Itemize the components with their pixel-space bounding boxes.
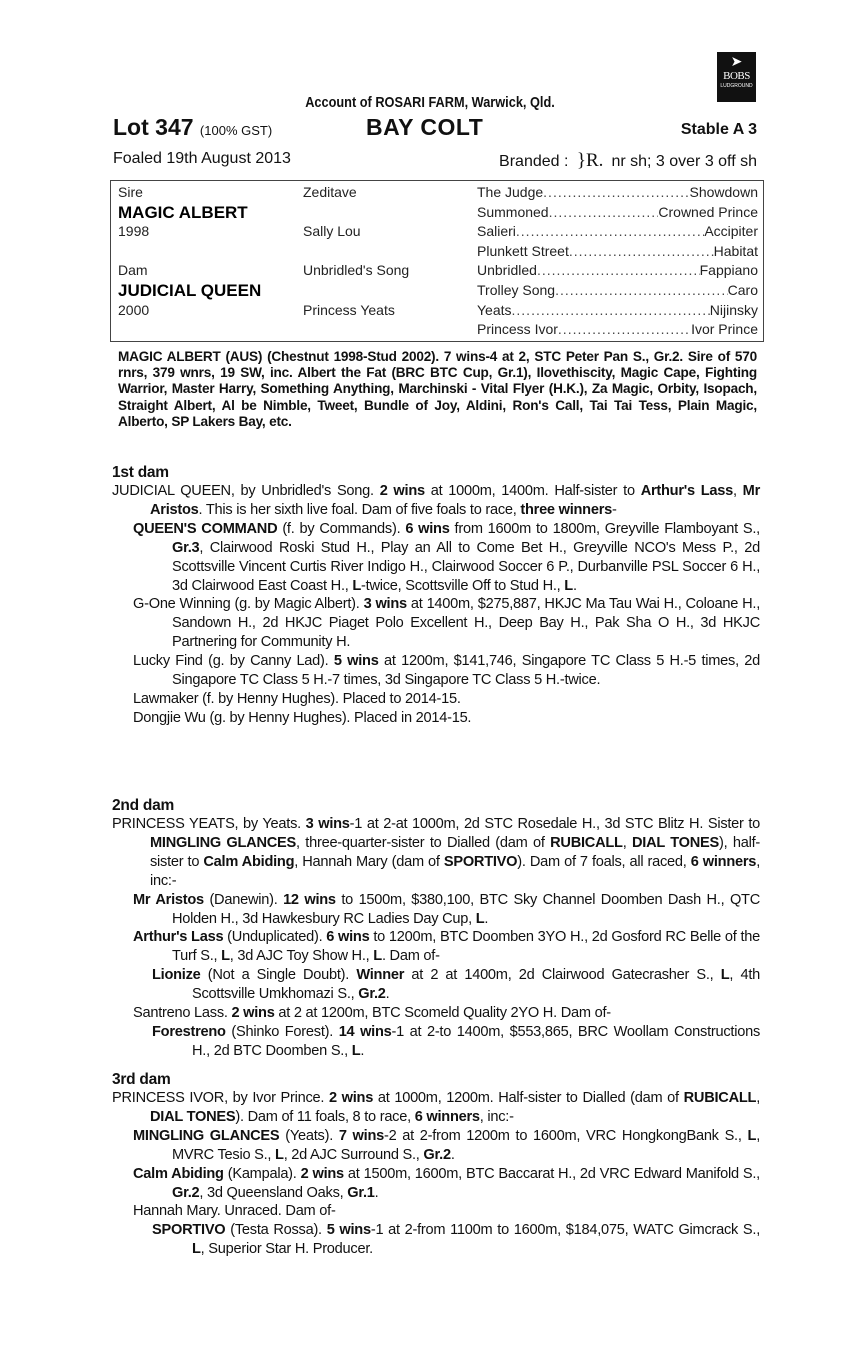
highlight-text: RUBICALL — [683, 1090, 757, 1106]
highlight-text: DIAL TONES — [150, 1108, 236, 1125]
produce-record — [112, 1004, 760, 1023]
highlight-text: 3 wins — [363, 596, 407, 613]
record-text: (Yeats). — [279, 1127, 339, 1144]
leader-dots — [558, 320, 691, 340]
highlight-text: Forestreno — [152, 1023, 226, 1040]
produce-record — [112, 652, 760, 690]
dam-section — [112, 463, 760, 728]
dam-year: 2000 — [118, 301, 150, 318]
section-heading: 3rd dam — [112, 1071, 171, 1088]
dam-label: Dam — [118, 262, 148, 279]
record-text: Lawmaker (f. by Henny Hughes). Placed to 2014-15. — [133, 690, 461, 707]
lot-number — [113, 114, 272, 141]
highlight-text: Mr Aristos — [150, 483, 761, 518]
sire-summary: MAGIC ALBERT (AUS) (Chestnut 1998-Stud 2002). 7 wins-4 at 2, STC Peter Pan S., Gr.2. Sire of 570 rnrs, 379 wnrs, 19 SW, inc. Albert the Fat (BRC BTC Cup, Gr.1), Ilovethiscity, Magic Cape, Fighting Warrior, Master Harry, Something Anything, Marchinski - Vital Flyer (H.K.), Za Magic, Orbity, Isopach, Straight Albert, Al be Nimble, Tweet, Bundle of Joy, Aldini, Ron's Call, Tai Tai Tess, Plain Magic, Alberto, SP Lakers Bay, etc. — [118, 349, 757, 429]
ancestor-sire: Accipiter — [704, 223, 758, 240]
ancestor-sire: Showdown — [689, 184, 758, 200]
highlight-text: L — [747, 1127, 757, 1144]
record-text: PRINCESS YEATS, by Yeats. — [112, 816, 306, 832]
record-text: at 1200m, $141,746, Singapore TC Class 5 H.-5 times, 2d Singapore TC Class 5 H.-7 times, 3d Singapore TC Class 5 H.-twice. — [172, 653, 761, 689]
dam-name: JUDICIAL QUEEN — [118, 280, 262, 300]
highlight-text: Arthur's Lass — [133, 929, 224, 946]
highlight-text: Gr.3 — [172, 539, 200, 556]
record-text: at 2 at 1200m, BTC Scomeld Quality 2YO H. Dam of- — [274, 1005, 611, 1022]
record-text: at 1000m, 1200m. Half-sister to Dialled (dam of — [373, 1090, 684, 1106]
highlight-text: 6 wins — [405, 520, 450, 537]
ancestor-sire: Fappiano — [699, 262, 758, 279]
ancestor-row — [477, 242, 758, 262]
record-text: JUDICIAL QUEEN, by Unbridled's Song. — [112, 483, 380, 499]
record-text: Dongjie Wu (g. by Henny Hughes). Placed in 2014-15. — [133, 709, 472, 726]
produce-record — [112, 690, 760, 709]
record-text: -1 at 2-from 1100m to 1600m, $184,075, WATC Gimcrack S., — [370, 1222, 761, 1239]
highlight-text: 2 wins — [328, 1090, 374, 1106]
produce-record — [112, 1202, 760, 1221]
record-text: Lucky Find (g. by Canny Lad). — [133, 653, 334, 670]
record-text: . — [360, 1042, 365, 1059]
record-text: . This is her sixth live foal. Dam of five foals to race, — [198, 501, 521, 518]
ancestor-name: Salieri — [477, 223, 516, 240]
record-text: , Superior Star H. Producer. — [200, 1241, 373, 1258]
brand-detail: nr sh; 3 over 3 off sh — [611, 153, 757, 170]
produce-record — [112, 1127, 760, 1165]
produce-record — [112, 891, 760, 929]
record-text: G-One Winning (g. by Magic Albert). — [133, 596, 364, 613]
branded-label: Branded : — [499, 153, 569, 170]
produce-record — [112, 1165, 760, 1203]
record-text: PRINCESS IVOR, by Ivor Prince. — [112, 1090, 329, 1106]
record-text: , inc:- — [150, 853, 760, 889]
record-text: . — [374, 1184, 379, 1201]
leader-dots — [555, 281, 728, 301]
record-text: . Dam of- — [381, 948, 440, 965]
highlight-text: 6 winners — [414, 1108, 480, 1125]
record-text: -1 at 2-to 1400m, $553,865, BRC Woollam Constructions H., 2d BTC Doomben S., — [192, 1023, 760, 1059]
produce-record — [112, 815, 760, 891]
highlight-text: Gr.2 — [172, 1184, 200, 1201]
ancestor-name: Trolley Song — [477, 281, 556, 298]
highlight-text: 2 wins — [379, 483, 425, 499]
ancestor-sire: Habitat — [713, 242, 758, 259]
record-text: (Not a Single Doubt). — [200, 967, 357, 984]
record-text: , Clairwood Roski Stud H., Play an All to Come Bet H., Greyville NCO's Mess P., 2d Scottsville Vincent Curtis River Indigo H., Clairwood Soccer 6 P., Durbanville PSL Soccer 6 H., 3d Clairwood East Coast H., — [172, 539, 760, 594]
grandparent: Sally Lou — [303, 223, 361, 240]
record-text: Hannah Mary. Unraced. Dam of- — [133, 1203, 336, 1220]
highlight-text: Gr.1 — [347, 1184, 375, 1201]
record-text: , inc:- — [479, 1108, 514, 1125]
record-text: , — [622, 834, 632, 851]
highlight-text: 5 wins — [326, 1222, 371, 1239]
highlight-text: Mr Aristos — [133, 891, 204, 908]
leader-dots — [569, 242, 714, 262]
highlight-text: 5 wins — [333, 653, 379, 670]
gst-note: (100% GST) — [199, 123, 273, 138]
dam-section — [112, 1070, 760, 1259]
ancestor-row — [477, 261, 758, 281]
highlight-text: Calm Abiding — [133, 1165, 224, 1182]
foaled-date: Foaled 19th August 2013 — [113, 150, 291, 167]
produce-record — [112, 928, 760, 966]
highlight-text: SPORTIVO — [152, 1222, 226, 1239]
record-text: ). Dam of 11 foals, 8 to race, — [235, 1108, 415, 1125]
highlight-text: RUBICALL — [550, 834, 623, 851]
record-text: , 3d Queensland Oaks, — [199, 1184, 348, 1201]
highlight-text: Winner — [356, 967, 405, 984]
pedigree-grandparents — [303, 183, 409, 320]
record-text: , three-quarter-sister to Dialled (dam of — [296, 834, 551, 851]
dam-section — [112, 796, 760, 1061]
highlight-text: L — [475, 910, 485, 927]
pedigree-parents — [118, 183, 261, 320]
record-text: (Testa Rossa). — [225, 1222, 327, 1239]
highlight-text: 14 wins — [338, 1023, 392, 1040]
ancestor-sire: Ivor Prince — [691, 321, 758, 338]
record-text: ), half-sister to — [150, 834, 760, 870]
highlight-text: L — [352, 577, 362, 594]
sire-year: 1998 — [118, 223, 150, 240]
produce-record — [112, 520, 760, 596]
highlight-text: L — [564, 577, 573, 594]
brand-mark: }R. — [576, 150, 604, 171]
record-text: at 1500m, 1600m, BTC Baccarat H., 2d VRC Edward Manifold S., — [343, 1165, 760, 1182]
section-heading: 2nd dam — [112, 797, 174, 814]
record-text: ). Dam of 7 foals, all raced, — [517, 853, 691, 870]
record-text: , — [756, 1090, 761, 1106]
highlight-text: L — [720, 967, 730, 984]
horse-bird-icon: ➤ — [730, 53, 743, 69]
record-text: -2 at 2-from 1200m to 1600m, VRC HongkongBank S., — [383, 1127, 748, 1144]
horse-title: BAY COLT — [366, 114, 484, 140]
highlight-text: 2 wins — [300, 1165, 344, 1182]
highlight-text: L — [373, 948, 382, 965]
highlight-text: MINGLING GLANCES — [133, 1127, 280, 1144]
record-text: (Danewin). — [203, 891, 284, 908]
produce-record — [112, 709, 760, 728]
ancestor-name: Unbridled — [477, 262, 537, 279]
record-text: (Shinko Forest). — [225, 1023, 339, 1040]
highlight-text: DIAL TONES — [631, 834, 719, 851]
record-text: , MVRC Tesio S., — [172, 1127, 760, 1163]
record-text: , 4th Scottsville Umkhomazi S., — [192, 967, 760, 1003]
highlight-text: 3 wins — [305, 816, 350, 832]
highlight-text: L — [351, 1042, 361, 1059]
lot-label: Lot 347 — [113, 114, 194, 140]
section-heading: 1st dam — [112, 464, 169, 481]
record-text: at 2 at 1400m, 2d Clairwood Gatecrasher S., — [404, 967, 721, 984]
produce-record — [112, 595, 760, 652]
record-text: - — [612, 501, 617, 518]
ancestor-row — [477, 222, 758, 242]
ancestor-row — [477, 203, 758, 223]
ancestor-row — [477, 301, 758, 321]
record-text: (f. by Commands). — [277, 520, 406, 537]
ancestor-sire: Nijinsky — [709, 301, 758, 318]
stable-location: Stable A 3 — [680, 121, 757, 138]
leader-dots — [549, 203, 659, 223]
record-text: , 2d AJC Surround S., — [283, 1146, 424, 1163]
ancestor-name: Yeats — [477, 301, 512, 318]
highlight-text: Calm Abiding — [203, 853, 295, 870]
record-text: Santreno Lass. — [133, 1005, 232, 1022]
highlight-text: 6 wins — [326, 929, 370, 946]
ancestor-name: Plunkett Street — [477, 242, 569, 259]
pedigree-ancestors — [477, 183, 758, 340]
highlight-text: three winners — [520, 501, 612, 518]
record-text: -1 at 2-at 1000m, 2d STC Rosedale H., 3d STC Blitz H. Sister to — [349, 816, 761, 832]
vendor-account: Account of ROSARI FARM, Warwick, Qld. — [305, 94, 555, 111]
ancestor-row — [477, 281, 758, 301]
highlight-text: Gr.2 — [423, 1146, 451, 1163]
sire-label: Sire — [118, 184, 143, 200]
leader-dots — [543, 183, 689, 203]
record-text: to 1200m, BTC Doomben 3YO H., 2d Gosford RC Belle of the Turf S., — [172, 929, 761, 965]
ancestor-sire: Caro — [727, 281, 758, 298]
logo-text: BOBS — [723, 70, 750, 82]
leader-dots — [512, 301, 710, 321]
sire-name: MAGIC ALBERT — [118, 202, 248, 222]
leader-dots — [516, 222, 704, 242]
highlight-text: MINGLING GLANCES — [150, 834, 297, 851]
record-text: . — [385, 986, 390, 1003]
record-text: , 3d AJC Toy Show H., — [229, 948, 374, 965]
grandparent: Princess Yeats — [303, 301, 395, 318]
ancestor-sire: Crowned Prince — [658, 203, 758, 220]
record-text: at 1400m, $275,887, HKJC Ma Tau Wai H., Coloane H., Sandown H., 2d HKJC Piaget Polo Excellent H., Deep Bay H., Pak Sha O H., 3d HKJC Partnering for Community H. — [172, 596, 761, 651]
ancestor-name: The Judge — [477, 184, 544, 200]
ancestor-row — [477, 183, 758, 203]
highlight-text: SPORTIVO — [443, 853, 518, 870]
highlight-text: L — [275, 1146, 284, 1163]
highlight-text: 7 wins — [338, 1127, 384, 1144]
highlight-text: Arthur's Lass — [640, 483, 733, 499]
produce-record — [112, 1089, 760, 1127]
record-text: , — [733, 483, 743, 499]
record-text: -twice, Scottsville Off to Stud H., — [361, 577, 565, 594]
ancestor-name: Princess Ivor — [477, 321, 558, 338]
highlight-text: 2 wins — [231, 1005, 275, 1022]
record-text: to 1500m, $380,100, BTC Sky Channel Doomben Dash H., QTC Holden H., 3d Hawkesbury RC Ladies Day Cup, — [172, 891, 761, 927]
ancestor-name: Summoned — [477, 203, 549, 220]
logo-subtext: LUDGROUND — [720, 83, 753, 89]
leader-dots — [537, 261, 700, 281]
produce-record — [112, 966, 760, 1004]
record-text: (Unduplicated). — [223, 929, 327, 946]
ancestor-row — [477, 320, 758, 340]
highlight-text: L — [221, 948, 230, 965]
pedigree-table — [110, 180, 764, 342]
record-text: . — [484, 910, 489, 927]
branding — [499, 150, 757, 172]
record-text: , Hannah Mary (dam of — [294, 853, 444, 870]
record-text: at 1000m, 1400m. Half-sister to — [424, 483, 641, 499]
highlight-text: L — [192, 1241, 201, 1258]
highlight-text: 6 winners — [690, 853, 757, 870]
record-text: . — [572, 577, 577, 594]
grandparent: Zeditave — [303, 184, 357, 200]
grandparent: Unbridled's Song — [303, 262, 410, 279]
produce-record — [112, 1023, 760, 1061]
record-text: from 1600m to 1800m, Greyville Flamboyant S., — [449, 520, 760, 537]
record-text: . — [450, 1146, 455, 1163]
highlight-text: QUEEN'S COMMAND — [133, 520, 278, 537]
highlight-text: 12 wins — [283, 891, 336, 908]
produce-record — [112, 482, 760, 520]
highlight-text: Gr.2 — [358, 986, 386, 1003]
record-text: (Kampala). — [223, 1165, 301, 1182]
highlight-text: Lionize — [152, 967, 201, 984]
produce-record — [112, 1221, 760, 1259]
